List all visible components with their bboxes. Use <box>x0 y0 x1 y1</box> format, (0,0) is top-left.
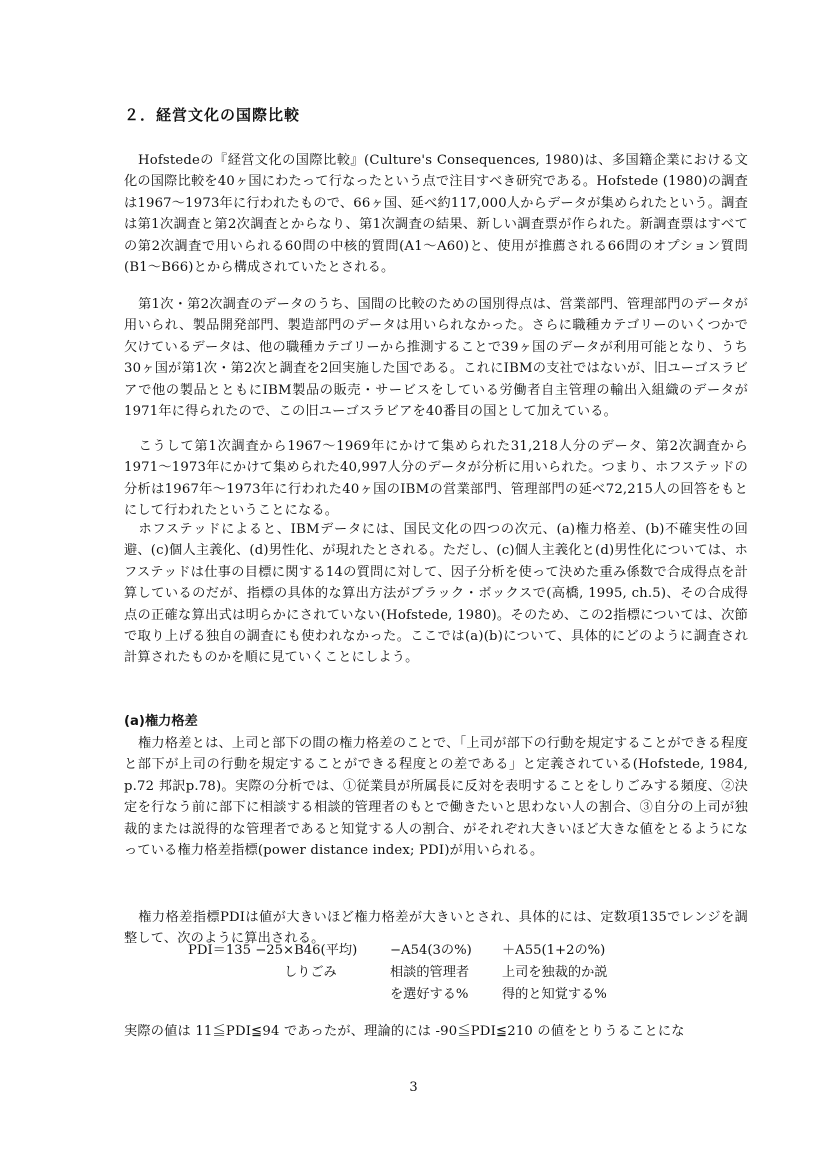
formula-term-note: を選好する% <box>390 987 469 1002</box>
paragraph-text: 第1次・第2次調査のデータのうち、国間の比較のための国別得点は、営業部門、管理部門のデータが用いられ、製品開発部門、製造部門のデータは用いられなかった。さらに職種カテゴリーのいくつかで欠けているデータは、他の職種カテゴリーから推測することで39ヶ国のデータが利用可能となり、うち30ヶ国が第1次・第2次と調査を2回実施した国である。これにIBMの支社ではないが、旧ユーゴスラビアで他の製品とともにIBM製品の販売・サービスをしている労働者自主管理の輸出入組織のデータが1971年に得られたので、この旧ユーゴスラビアを40番目の国として加えている。 <box>124 297 748 420</box>
formula-term: −A54(3の%) <box>390 943 472 958</box>
paragraph-four-dimensions <box>124 519 748 669</box>
subheading-power-distance: (a)権力格差 <box>124 714 198 729</box>
paragraph-text: Hofstedeの『経営文化の国際比較』(Culture's Consequences, 1980)は、多国籍企業における文化の国際比較を40ヶ国にわたって行なったという点で注目すべき研究である。Hofstede (1980)の調査は1967～1973年に行われたもので、66ヶ国、延べ約117,000人からデータが集められたという。調査は第1次調査と第2次調査とからなり、第1次調査の結果、新しい調査票が作られた。新調査票はすべての第2次調査で用いられる60問の中核的質問(A1～A60)と、使用が推薦される66問のオプション質問(B1～B66)とから構成されていたとされる。 <box>124 153 748 276</box>
paragraph-text: 権力格差指標PDIは値が大きいほど権力格差が大きいとされ、具体的には、定数項135でレンジを調整して、次のように算出される。 <box>124 910 748 947</box>
formula-term-note: 相談的管理者 <box>390 965 470 980</box>
paragraph-sample-size <box>124 436 748 522</box>
formula-term: PDI＝135 −25×B46(平均) <box>188 943 358 958</box>
formula-term-note: 上司を独裁的か説 <box>502 965 608 980</box>
formula-term-note: しりごみ <box>284 965 337 980</box>
formula-row <box>184 962 744 984</box>
formula-term-note: 得的と知覚する% <box>502 987 607 1002</box>
paragraph-text: こうして第1次調査から1967～1969年にかけて集められた31,218人分のデータ、第2次調査から1971～1973年にかけて集められた40,997人分のデータが分析に用いられた。つまり、ホフステッドの分析は1967年～1973年に行われた40ヶ国のIBMの営業部門、管理部門の延べ72,215人の回答をもとにして行われたということになる。 <box>124 439 748 519</box>
formula-row <box>184 940 744 962</box>
paragraph-pdi-range: 実際の値は 11≦PDI≦94 であったが、理論的には -90≦PDI≦210 の値をとりうることにな <box>124 1024 685 1039</box>
paragraph-hofstede-intro <box>124 150 748 278</box>
paragraph-power-distance-definition <box>124 733 748 861</box>
page-number: 3 <box>409 1080 418 1095</box>
section-title: ２．経営文化の国際比較 <box>124 106 301 124</box>
paragraph-text: ホフステッドによると、IBMデータには、国民文化の四つの次元、(a)権力格差、(b)不確実性の回避、(c)個人主義化、(d)男性化、が現れたとされる。ただし、(c)個人主義化と(d)男性化については、ホフステッドは仕事の目標に関する14の質問に対して、因子分析を使って決めた重み係数で合成得点を計算しているのだが、指標の具体的な算出方法がブラック・ボックスで(高橋, 1995, ch.5)、その合成得点の正確な算出式は明らかにされていない(Hofstede, 1980)。そのため、この2指標については、次節で取り上げる独自の調査にも使われなかった。ここでは(a)(b)について、具体的にどのように調査され計算されたものかを順に見ていくことにしよう。 <box>124 522 748 666</box>
paragraph-survey-data <box>124 294 748 422</box>
pdi-formula <box>184 940 744 1006</box>
formula-row <box>184 984 744 1006</box>
formula-term: ＋A55(1+2の%) <box>502 943 606 958</box>
paragraph-text: 権力格差とは、上司と部下の間の権力格差のことで、「上司が部下の行動を規定することができる程度と部下が上司の行動を規定することができる程度との差である」と定義されている(Hofstede, 1984, p.72 邦訳p.78)。実際の分析では、①従業員が所属長に反対を表明することをしりごみする頻度、②決定を行なう前に部下に相談する相談的管理者のもとで働きたいと思わない人の割合、③自分の上司が独裁的または説得的な管理者であると知覚する人の割合、がそれぞれ大きいほど大きな値をとるようになっている権力格差指標(power distance index; PDI)が用いられる。 <box>124 736 748 859</box>
